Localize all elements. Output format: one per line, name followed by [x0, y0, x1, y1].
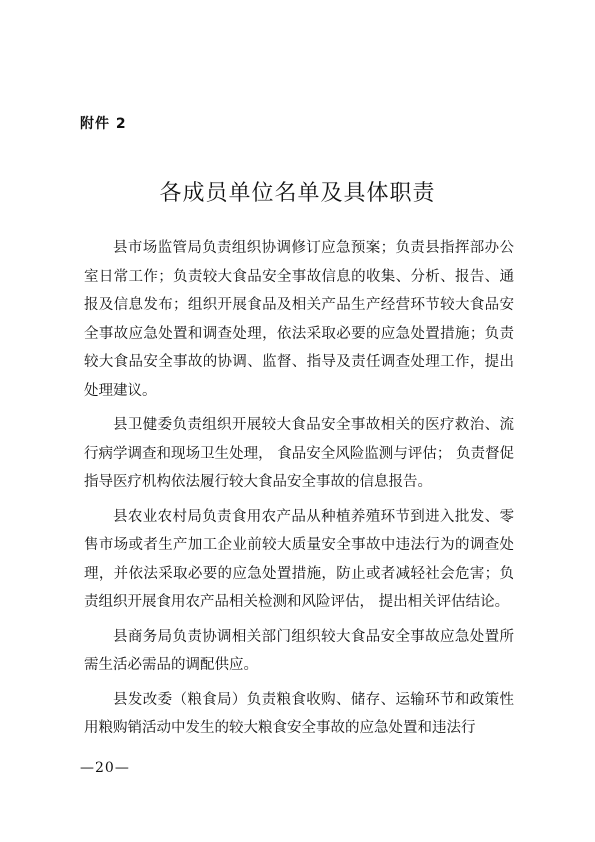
paragraph-market-supervision: 县市场监管局负责组织协调修订应急预案；负责县指挥部办公室日常工作；负责较大食品安全事故信息的收集、分析、报告、通报及信息发布；组织开展食品及相关产品生产经营环节较大食品安全事故应急处置和调查处理，依法采取必要的应急处置措施；负责较大食品安全事故的协调、监督、指导及责任调查处理工作，提出处理建议。	[84, 240, 514, 399]
page-number: —20—	[80, 760, 130, 776]
paragraph-health-commission: 县卫健委负责组织开展较大食品安全事故相关的医疗救治、流行病学调查和现场卫生处理， 食品安全风险监测与评估； 负责督促指导医疗机构依法履行较大食品安全事故的信息报告。	[84, 417, 514, 490]
paragraph-commerce-bureau: 县商务局负责协调相关部门组织较大食品安全事故应急处置所需生活必需品的调配供应。	[84, 628, 514, 673]
paragraph-development-reform: 县发改委（粮食局）负责粮食收购、储存、运输环节和政策性用粮购销活动中发生的较大粮食安全事故的应急处置和违法行	[84, 691, 514, 736]
attachment-label: 附件 2	[80, 116, 127, 132]
paragraph-agriculture-bureau: 县农业农村局负责食用农产品从种植养殖环节到进入批发、零售市场或者生产加工企业前较大质量安全事故中违法行为的调查处理，并依法采取必要的应急处置措施，防止或者减轻社会危害；负责组织开展食用农产品相关检测和风险评估， 提出相关评估结论。	[84, 508, 514, 610]
document-body	[84, 234, 514, 749]
document-title: 各成员单位名单及具体职责	[159, 181, 436, 206]
